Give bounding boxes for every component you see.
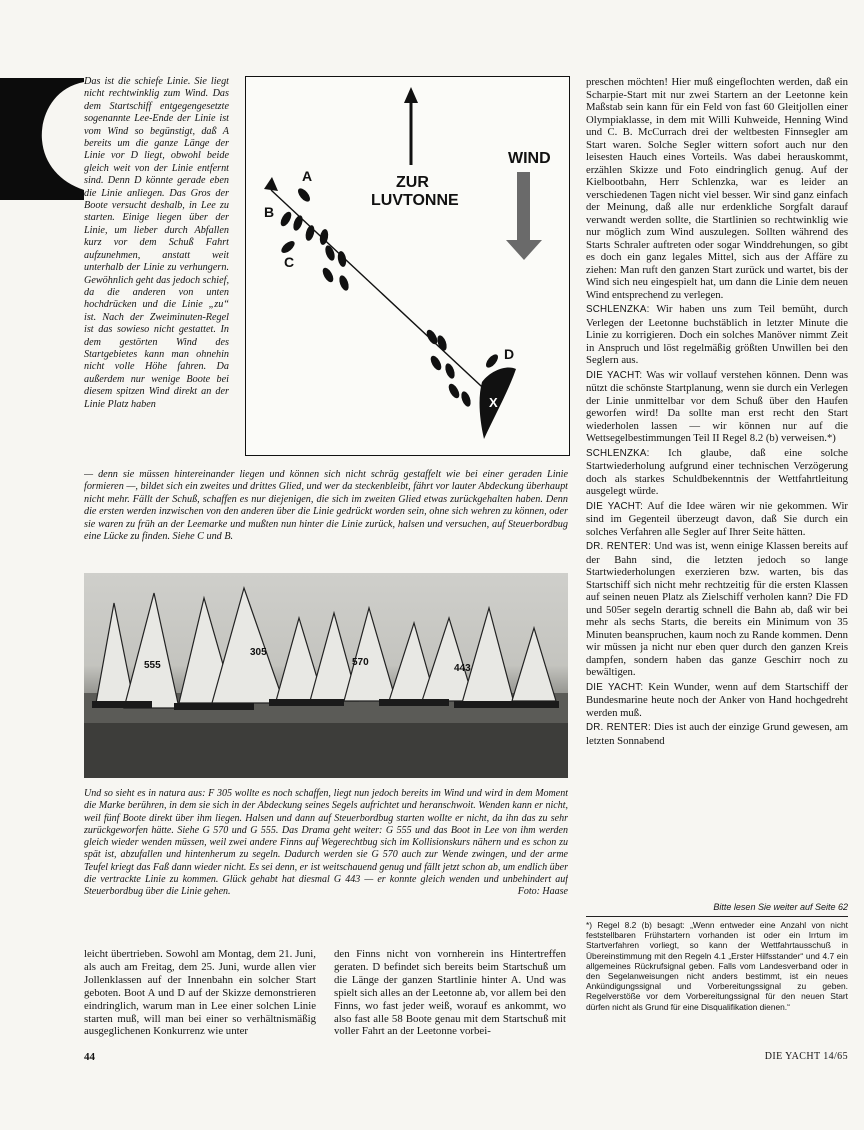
interview-column — [586, 76, 848, 898]
interview-speaker: DIE YACHT: — [586, 369, 643, 381]
body-column-1: leicht übertrieben. Sowohl am Montag, dem 21. Juni, als auch am Freitag, dem 25. Juni, wurde allen vier Jollenklassen auf der Innenbahn ein solcher Start geboten. Boot A und D auf der Skizze demonstrieren eindringlich, warum man in Lee einer solchen Linie starten muß, will man bei einer so verhältnismäßig ausgeglichenen Konkurrenz wie unter — [84, 948, 316, 1038]
interview-speaker: DR. RENTER: — [586, 722, 651, 733]
interview-text: Was wir vollauf verstehen können. Denn was nützt die schönste Startplanung, wenn sie durch ein Verlegen der Linie unmittelbar vor dem Schuß über den Haufen geworfen wird! Da sollte man erst recht den Start wiederholen lassen — wir können nur auf die Wettsegelbestimmungen Teil II Regel 8.2 (b) verweisen.*) — [586, 368, 848, 444]
decorative-corner-shape — [0, 78, 84, 200]
diagram-label-a: A — [302, 168, 313, 184]
mark-flag-icon — [264, 177, 278, 191]
interview-speaker: DIE YACHT: — [586, 500, 644, 512]
sail-number-555: 555 — [144, 660, 161, 671]
diagram-label-b: B — [264, 204, 275, 220]
boats-group — [279, 186, 501, 408]
diagram-svg — [246, 77, 569, 455]
sail-number-443: 443 — [454, 663, 471, 674]
interview-paragraph — [586, 681, 848, 720]
interview-text: Und was ist, wenn einige Klassen bereits auf der Bahn sind, die letzten jedoch so lange Startwiederholungen exerzieren bzw. warten, bis das Startschiff sich nicht mehr rechtzeitig für die ersten Klassen auf seinen neuen Platz als Zielschiff verholen kann? Die FD und 505er segeln derartig schnell die Bahn ab, daß wir bei mehr als sechs Starts, die bereits ein Minimum von 35 Minuten beanspruchen, kaum noch zu Rande kommen. Denn wir müssen ja nicht nur eben quer durch den ganzen Kreis dampfen, sondern haben das ganze Geschirr noch zu bewältigen. — [586, 540, 848, 678]
interview-paragraph — [586, 540, 848, 679]
start-line-diagram — [245, 76, 570, 456]
diagram-label-wind: WIND — [508, 150, 551, 167]
interview-text: Auf die Idee wären wir nie gekommen. Wir sind im Gegenteil überzeugt davon, daß Sie durch ein solches Verfahren alle Segler auf Ihrer Seite hätten. — [586, 499, 848, 538]
interview-text: preschen möchten! Hier muß eingeflochten werden, daß ein Scharpie-Start mit nur zwei Startern an der Leetonne kein Maßstab sein kann für ein Feld von fast 60 Gleitjollen einer Olympiaklasse, in dem mit Willi Kuhweide, Henning Wind und C. B. McCurrach drei der weltbesten Finnsegler am Start waren. Solche Segler wittern sofort auch nur den leisesten Hauch eines Vorteils. Was dabei herauskommt, erzählen Skizze und Foto eindringlich genug. Auf der Kielbootbahn, Herr Schlenzka, war es leider an verschiedenen Tagen nicht viel besser. Wir sind ganz einfach der Meinung, daß alle nur erdenkliche Sorgfalt darauf verwandt werden sollte, die Startlinien so rechtwinklig wie nur möglich zum Wind auszulegen. Sollten während des Starts Schraler auftreten oder sogar Winddrehungen, so gibt es doch ein ganz legales Mittel, sich aus der Affäre zu ziehen: Man ruft den ganzen Start zurück und wartet, bis der Wind sich neu eingespielt hat, um dann die Linie dem neuen Wind entsprechend zu verlegen. — [586, 76, 848, 301]
interview-paragraph — [586, 721, 848, 747]
diagram-label-x: X — [489, 395, 498, 410]
diagram-label-d: D — [504, 346, 515, 362]
interview-paragraphs — [586, 76, 848, 747]
diagram-label-zur: ZUR — [396, 174, 429, 191]
interview-paragraph — [586, 500, 848, 539]
diagram-label-c: C — [284, 254, 295, 270]
footnote-marker: *) — [586, 920, 593, 930]
interview-text: Dies ist auch der einzige Grund gewesen, am letzten Sonnabend — [586, 721, 848, 747]
publication-footer: DIE YACHT 14/65 — [764, 1051, 848, 1062]
sail-number-570: 570 — [352, 657, 369, 668]
sail-number-305: 305 — [250, 647, 267, 658]
photo-caption-text: Und so sieht es in natura aus: F 305 wollte es noch schaffen, liegt nun jedoch bereits im Wind und wird in dem Moment die Marke berühren, in dem sie sich in der Abdeckung seines Segels aufrichtet und heranschwoit. Wenden kann er nicht, weil fünf Boote direkt über ihm liegen. Halsen und dann auf Steuerbordbug starten wollte er nicht, da ihn das zu sehr zurückgeworfen hätte. Siehe G 570 und G 555. Das Drama geht weiter: G 555 und das Boot in Lee von ihm werden gleich wieder wenden müssen, weil zwei andere Finns auf Wegerechtbug sich im Kollisionskurs nähern und es schon zu spät ist, abzufallen und hintenherum zu segeln. Dadurch werden sie G 570 auch zur Wende zwingen, und der arme Teufel kriegt das Faß dann wieder nicht. Es sei denn, er ist weitschauend genug und fällt jetzt schon ab, um endlich über die vertrackte Linie zu kommen. Glück gehabt hat diesmal G 443 — er konnte gleich wenden und unbehindert auf Steuerbordbug über die Linie gehen. — [84, 788, 568, 898]
interview-text: Ich glaube, daß eine solche Startwiederholung aufgrund einer technischen Verzögerung doch als starkes Schuldbekenntnis der Wettfahrtleitung ausgelegt würde. — [586, 446, 848, 497]
body-column-2: den Finns nicht von vornherein ins Hintertreffen geraten. D befindet sich bereits beim Startschuß um die Länge der ganzen Startlinie hinter A. Und was spielt sich alles an der Leetonne ab, vor allem bei den Finns, wo fast jeder weiß, worauf es ankommt, wo also fast alle 58 Boote genau mit dem Startschuß mit voller Fahrt an der Leetonne vorbei- — [334, 948, 566, 1038]
intro-caption-continued: — denn sie müssen hintereinander liegen und können sich nicht schräg gestaffelt wie bei einer geraden Linie formieren —, bildet sich ein zweites und drittes Glied, und wer da steckenbleibt, fährt vor lauter Abdeckung überhaupt nicht mehr. Fällt der Schuß, schaffen es nur diejenigen, die sich im zweiten Glied etwas zurückgehalten haben. Denn die ersten werden inzwischen von den anderen über die Linie gedrückt worden sein, ohne sich wehren zu können, oder sie waren zu früh an der Leemarke und mußten nun hinter die Linie zurück, halsen und versuchen, auf Steuerbordbug eine Lücke zu finden. Siehe C und B. — [84, 469, 568, 543]
continue-note: Bitte lesen Sie weiter auf Seite 62 — [713, 902, 848, 912]
interview-text: Kein Wunder, wenn auf dem Startschiff der Bundesmarine heute noch der Anker von Hand hochgedreht werden muß. — [586, 680, 848, 719]
footnote — [586, 920, 848, 1040]
interview-speaker: SCHLENZKA: — [586, 304, 650, 315]
interview-paragraph — [586, 76, 848, 301]
footnote-text: Regel 8.2 (b) besagt: „Wenn entweder eine Anzahl von nicht feststellbaren Frühstartern vorhanden ist oder ein Irrtum im Startverfahren vorliegt, so kann der Wettfahrtausschuß in Übereinstimmung mit den Regeln 4.1 „Erster Hilfsstander“ und 4.7 ein allgemeines Rückrufsignal geben. Falls vom Landesverband oder in den Segelanweisungen nicht anders bestimmt, ist ein neues Ankündigungssignal und Vorbereitungssignal zu geben. Regelverstöße vor dem Vorbereitungssignal für den neuen Start dürfen nicht als Grund für eine Disqualifikation dienen.“ — [586, 920, 848, 1012]
interview-paragraph — [586, 369, 848, 445]
interview-paragraph — [586, 303, 848, 367]
regatta-photo — [84, 573, 568, 778]
photo-svg — [84, 573, 568, 778]
interview-paragraph — [586, 447, 848, 498]
intro-caption: Das ist die schiefe Linie. Sie liegt nicht rechtwinklig zum Wind. Das dem Startschiff entgegengesetzte sogenannte Lee-Ende der Linie ist vom Wind so begünstigt, daß A bereits um die ganze Länge der Linie vor D liegt, obwohl beide gleich weit von der Linie entfernt sind. Denn D könnte gerade eben die Linie anliegen. Das Gros der Boote versucht deshalb, in Lee zu starten. Einige liegen über der Linie, um lieber durch Abfallen kurz vor dem Schuß Fahrt aufzunehmen, anstatt weit unterhalb der Linie zu verhungern. Gewöhnlich geht das jedoch schief, da die anderen von unten hochdrücken und die Linie „zu“ ist. Nach der Zweiminuten-Regel ist das sowieso nicht gestattet. In dem gestörten Wind des Startgebietes kann man ohnehin nicht volle Höhe fahren. Da außerdem nur wenige Boote bei diesem spitzen Wind direkt an der Linie Platz haben — [84, 76, 229, 410]
photo-credit: Foto: Haase — [517, 886, 568, 898]
page-number: 44 — [84, 1051, 95, 1063]
interview-text: Wir haben uns zum Teil bemüht, durch Verlegen der Leetonne buchstäblich in letzter Minute die Linie zu korrigieren. Doch ein solches Manöver nimmt Zeit in Anspruch und löst regelmäßig größten Unwillen bei den Seglern aus. — [586, 303, 848, 366]
interview-speaker: DIE YACHT: — [586, 681, 644, 693]
interview-speaker: SCHLENZKA: — [586, 447, 650, 459]
start-ship-icon — [480, 368, 516, 439]
interview-speaker: DR. RENTER: — [586, 541, 652, 552]
photo-caption — [84, 788, 568, 938]
diagram-label-luvtonne: LUVTONNE — [371, 192, 459, 209]
footnote-divider — [586, 916, 848, 917]
